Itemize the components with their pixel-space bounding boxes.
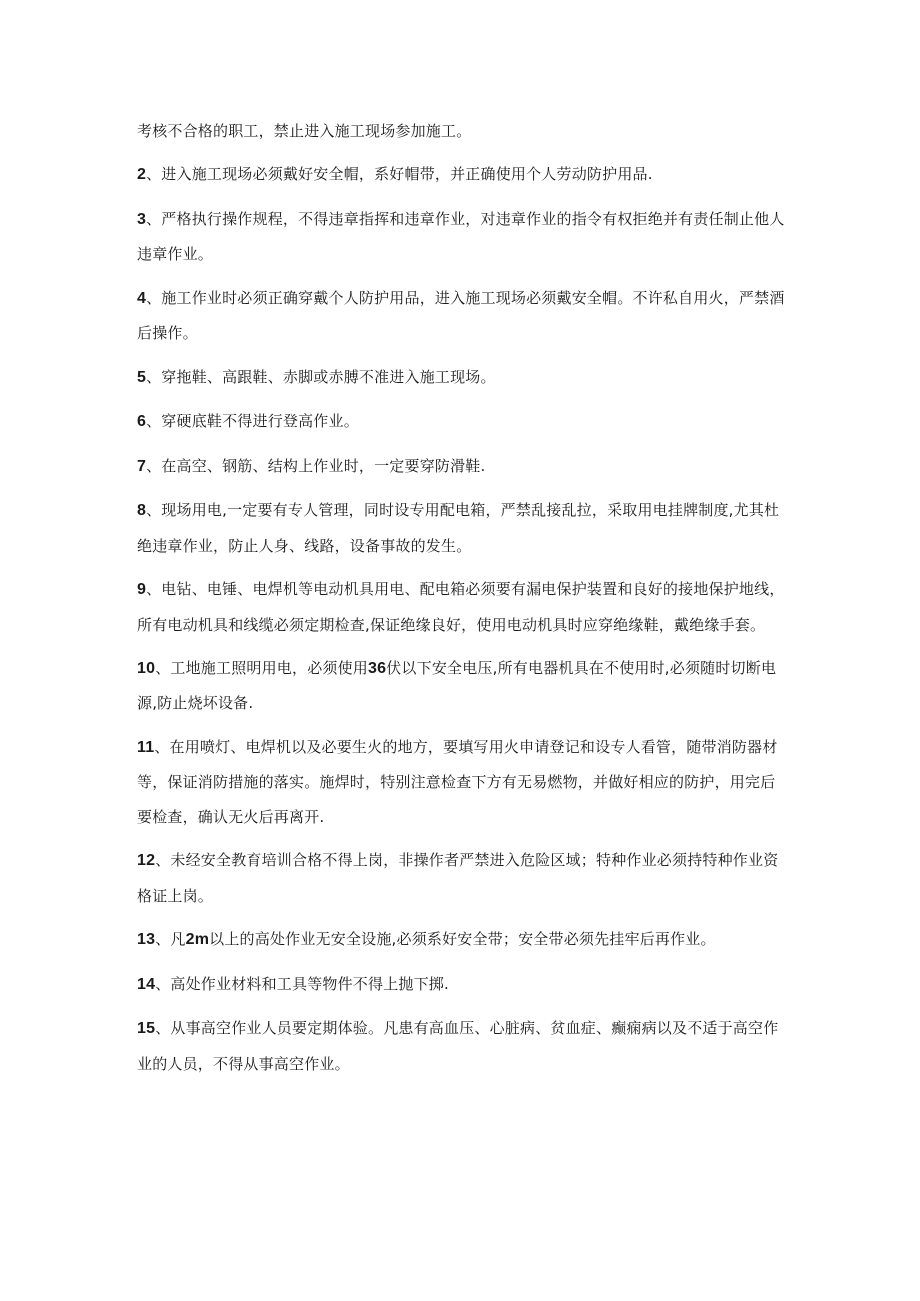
rule-item-13 (137, 922, 785, 958)
rule-text-after: 伏以下安全电压,所有电器机具在不使用时,必须随时切断电源,防止烧坏设备. (137, 658, 777, 713)
voltage-value: 36 (368, 659, 387, 677)
rule-number: 11 (137, 738, 155, 756)
rule-text-before: 、凡 (155, 930, 186, 949)
height-value: 2m (185, 931, 210, 949)
rule-item-5 (137, 360, 785, 396)
rule-text: 、现场用电,一定要有专人管理，同时设专用配电箱，严禁乱接乱拉，采取用电挂牌制度,尤其杜绝违章作业，防止人身、线路，设备事故的发生。 (137, 500, 780, 555)
rule-item-11 (137, 730, 785, 835)
paragraph-continued (137, 114, 785, 149)
rule-number: 10 (137, 659, 156, 677)
rule-number: 2 (137, 166, 147, 184)
rule-text: 、穿拖鞋、高跟鞋、赤脚或赤膊不准进入施工现场。 (146, 367, 496, 386)
rule-item-6 (137, 404, 785, 440)
rule-item-15 (137, 1011, 785, 1081)
rule-number: 6 (137, 413, 147, 431)
rule-item-14 (137, 967, 785, 1003)
rule-text: 、在高空、钢筋、结构上作业时，一定要穿防滑鞋. (146, 456, 486, 475)
rule-item-2 (137, 157, 785, 193)
rule-number: 8 (137, 501, 147, 519)
rule-text: 、从事高空作业人员要定期体验。凡患有高血压、心脏病、贫血症、癫痫病以及不适于高空作业的人员，不得从事高空作业。 (137, 1019, 779, 1073)
rule-number: 3 (137, 210, 147, 228)
paragraph-text: 考核不合格的职工，禁止进入施工现场参加施工。 (137, 122, 472, 140)
rule-item-8 (137, 493, 785, 563)
rule-number: 9 (137, 580, 147, 598)
rule-item-4 (137, 281, 785, 351)
rule-text: 、进入施工现场必须戴好安全帽，系好帽带，并正确使用个人劳动防护用品. (146, 165, 653, 184)
rule-text: 、电钻、电锤、电焊机等电动机具用电、配电箱必须要有漏电保护装置和良好的接地保护地线，所有电动机具和线缆必须定期检查,保证绝缘良好，使用电动机具时应穿绝缘鞋，戴绝缘手套。 (137, 579, 785, 634)
rule-item-9 (137, 572, 785, 642)
rule-item-10 (137, 651, 785, 721)
rule-item-3 (137, 202, 785, 272)
document-body (137, 114, 785, 1090)
rule-text-before: 、工地施工照明用电，必须使用 (155, 658, 369, 677)
rule-number: 4 (137, 289, 147, 307)
rule-number: 13 (137, 931, 156, 949)
rule-text: 、未经安全教育培训合格不得上岗，非操作者严禁进入危险区域；特种作业必须持特种作业资格证上岗。 (137, 851, 779, 906)
rule-number: 15 (137, 1020, 156, 1038)
rule-number: 5 (137, 368, 147, 386)
rule-text: 、穿硬底鞋不得进行登高作业。 (146, 412, 359, 431)
rule-text: 、高处作业材料和工具等物件不得上抛下掷. (155, 974, 449, 993)
rule-text: 、施工作业时必须正确穿戴个人防护用品，进入施工现场必须戴安全帽。不许私自用火，严禁酒后操作。 (137, 288, 785, 343)
rule-text: 、严格执行操作规程，不得违章指挥和违章作业，对违章作业的指令有权拒绝并有责任制止他人违章作业。 (137, 209, 785, 264)
rule-number: 7 (137, 457, 147, 475)
rule-number: 12 (137, 852, 156, 870)
rule-number: 14 (137, 975, 156, 993)
rule-item-7 (137, 449, 785, 485)
rule-item-12 (137, 843, 785, 913)
rule-text-after: 以上的高处作业无安全设施,必须系好安全带；安全带必须先挂牢后再作业。 (209, 930, 716, 949)
rule-text: 、在用喷灯、电焊机以及必要生火的地方，要填写用火申请登记和设专人看管，随带消防器材等，保证消防措施的落实。施焊时，特别注意检查下方有无易燃物，并做好相应的防护，用完后要检查，确认无火后再离开. (137, 737, 778, 827)
